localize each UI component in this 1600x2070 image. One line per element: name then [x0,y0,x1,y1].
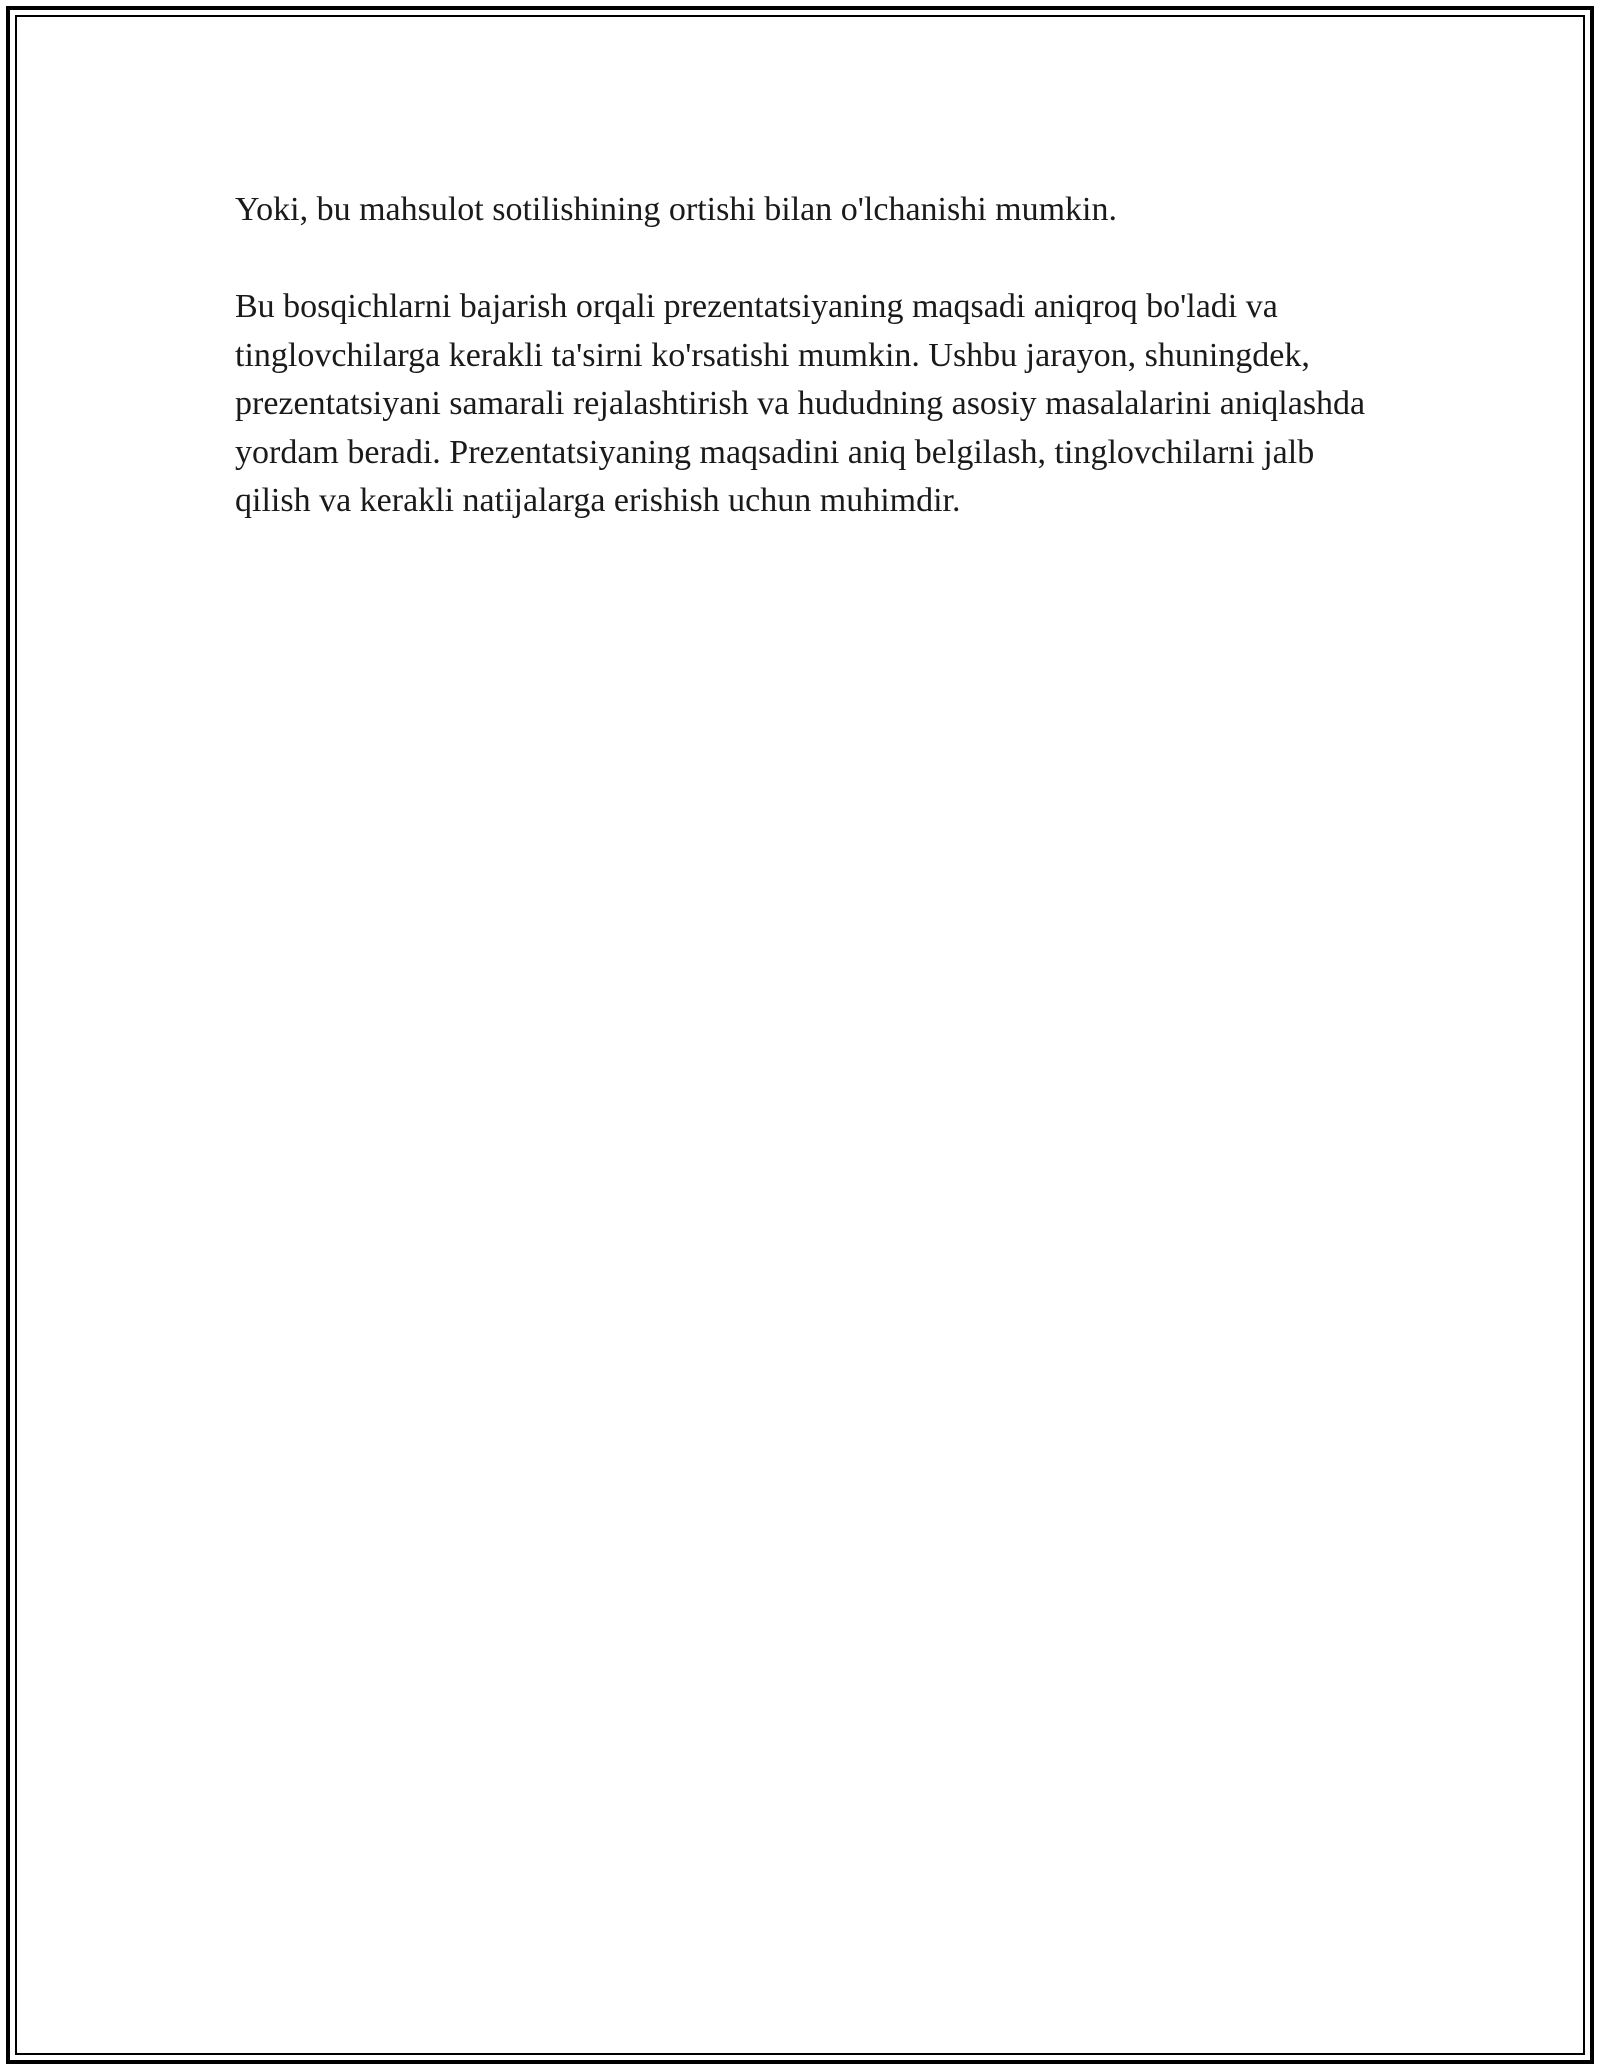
document-body [235,186,1375,526]
paragraph-2: Bu bosqichlarni bajarish orqali prezentatsiyaning maqsadi aniqroq bo'ladi va tinglovchilarga kerakli ta'sirni ko'rsatishi mumkin. Ushbu jarayon, shuningdek, prezentatsiyani samarali rejalashtirish va hududning asosiy masalalarini aniqlashda yordam beradi. Prezentatsiyaning maqsadini aniq belgilash, tinglovchilarni jalb qilish va kerakli natijalarga erishish uchun muhimdir. [235,288,1366,519]
paragraph-1: Yoki, bu mahsulot sotilishining ortishi bilan o'lchanishi mumkin. [235,191,1117,228]
